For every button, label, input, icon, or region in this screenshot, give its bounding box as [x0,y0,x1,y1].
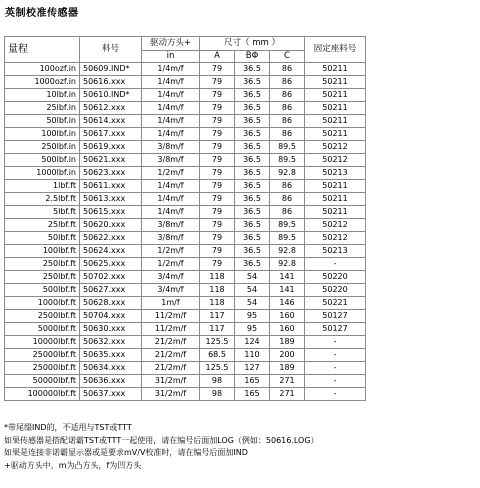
table-row [5,271,366,284]
cell-part-number: 50617.xxx [80,128,142,141]
cell-dim-a: 118 [200,297,235,310]
cell-dim-b: 36.5 [235,219,270,232]
cell-dim-b: 36.5 [235,63,270,76]
table-row [5,284,366,297]
cell-mount-part: 50211 [305,206,366,219]
table-row [5,180,366,193]
cell-dim-a: 79 [200,219,235,232]
cell-dim-a: 118 [200,284,235,297]
table-row [5,154,366,167]
cell-mount-part: - [305,349,366,362]
cell-part-number: 50620.xxx [80,219,142,232]
cell-mount-part: 50220 [305,271,366,284]
cell-part-number: 50635.xxx [80,349,142,362]
cell-drive: 1/2m/f [142,258,200,271]
cell-range: 100ozf.in [5,63,80,76]
cell-part-number: 50628.xxx [80,297,142,310]
cell-dim-c: 89.5 [270,232,305,245]
cell-range: 25000lbf.ft [5,362,80,375]
header-mount-part: 固定座料号 [305,37,366,63]
cell-part-number: 50624.xxx [80,245,142,258]
table-row [5,128,366,141]
cell-mount-part: - [305,375,366,388]
header-dim-b: BΦ [235,51,270,63]
cell-dim-a: 79 [200,167,235,180]
cell-mount-part: - [305,388,366,401]
cell-dim-b: 127 [235,362,270,375]
cell-range: 100lbf.in [5,128,80,141]
cell-mount-part: 50212 [305,141,366,154]
cell-range: 25lbf.ft [5,219,80,232]
cell-drive: 1/2m/f [142,245,200,258]
cell-dim-c: 92.8 [270,258,305,271]
cell-dim-c: 160 [270,310,305,323]
spec-table [4,36,366,401]
table-row [5,336,366,349]
cell-drive: 31/2m/f [142,375,200,388]
cell-dim-b: 36.5 [235,245,270,258]
cell-dim-b: 95 [235,310,270,323]
cell-range: 5lbf.ft [5,206,80,219]
cell-dim-c: 200 [270,349,305,362]
cell-mount-part: 50211 [305,193,366,206]
header-drive-unit: in [142,51,200,63]
cell-dim-a: 79 [200,258,235,271]
cell-mount-part: 50211 [305,128,366,141]
table-row [5,167,366,180]
cell-dim-c: 86 [270,76,305,89]
table-row [5,219,366,232]
cell-drive: 21/2m/f [142,349,200,362]
table-row [5,245,366,258]
cell-mount-part: 50213 [305,245,366,258]
cell-part-number: 50613.xxx [80,193,142,206]
cell-drive: 21/2m/f [142,336,200,349]
table-row [5,232,366,245]
cell-dim-b: 36.5 [235,232,270,245]
cell-dim-c: 189 [270,336,305,349]
cell-drive: 3/8m/f [142,154,200,167]
cell-dim-a: 118 [200,271,235,284]
table-row [5,388,366,401]
cell-part-number: 50622.xxx [80,232,142,245]
cell-part-number: 50623.xxx [80,167,142,180]
header-dimensions: 尺寸（ mm ） [200,37,305,51]
cell-part-number: 50632.xxx [80,336,142,349]
cell-dim-c: 86 [270,89,305,102]
cell-drive: 1/4m/f [142,102,200,115]
cell-part-number: 50611.xxx [80,180,142,193]
notes [4,422,319,472]
cell-part-number: 50704.xxx [80,310,142,323]
cell-dim-b: 36.5 [235,76,270,89]
cell-dim-b: 36.5 [235,258,270,271]
header-dim-a: A [200,51,235,63]
cell-mount-part: - [305,336,366,349]
cell-range: 25lbf.in [5,102,80,115]
table-row [5,297,366,310]
cell-dim-a: 79 [200,89,235,102]
cell-dim-a: 79 [200,206,235,219]
cell-drive: 3/8m/f [142,141,200,154]
cell-drive: 11/2m/f [142,310,200,323]
cell-dim-c: 271 [270,388,305,401]
cell-part-number: 50634.xxx [80,362,142,375]
cell-dim-b: 54 [235,284,270,297]
cell-dim-a: 125.5 [200,336,235,349]
note-line: 如果传感器是搭配诺霸TST或TTT一起使用，请在编号后面加LOG（例如：50616.LOG） [4,435,319,445]
cell-dim-a: 79 [200,102,235,115]
cell-range: 2500lbf.ft [5,310,80,323]
cell-part-number: 50621.xxx [80,154,142,167]
cell-mount-part: 50211 [305,102,366,115]
note-line: 如果是连接非诺霸显示器或是要求mV/V校准时，请在编号后面加IND [4,448,248,457]
spec-table-body [5,63,366,401]
header-part-number: 料号 [80,37,142,63]
cell-part-number: 50627.xxx [80,284,142,297]
cell-range: 250lbf.in [5,141,80,154]
cell-mount-part: 50127 [305,310,366,323]
cell-mount-part: - [305,258,366,271]
cell-drive: 3/4m/f [142,271,200,284]
cell-range: 250lbf.ft [5,258,80,271]
cell-part-number: 50619.xxx [80,141,142,154]
cell-dim-b: 36.5 [235,167,270,180]
cell-dim-b: 36.5 [235,193,270,206]
cell-range: 250lbf.ft [5,271,80,284]
cell-mount-part: 50211 [305,89,366,102]
cell-drive: 1m/f [142,297,200,310]
cell-range: 1000lbf.ft [5,297,80,310]
cell-dim-b: 36.5 [235,89,270,102]
table-row [5,323,366,336]
cell-dim-c: 86 [270,102,305,115]
cell-dim-a: 79 [200,63,235,76]
cell-dim-b: 36.5 [235,154,270,167]
cell-dim-c: 141 [270,284,305,297]
cell-mount-part: - [305,362,366,375]
cell-drive: 3/4m/f [142,284,200,297]
cell-drive: 1/4m/f [142,63,200,76]
cell-dim-b: 110 [235,349,270,362]
cell-dim-c: 271 [270,375,305,388]
cell-dim-b: 36.5 [235,206,270,219]
cell-dim-a: 79 [200,76,235,89]
cell-part-number: 50612.xxx [80,102,142,115]
table-row [5,102,366,115]
cell-dim-a: 98 [200,375,235,388]
cell-range: 500lbf.ft [5,284,80,297]
cell-part-number: 50636.xxx [80,375,142,388]
table-row [5,63,366,76]
cell-dim-a: 68.5 [200,349,235,362]
cell-part-number: 50615.xxx [80,206,142,219]
cell-dim-c: 86 [270,206,305,219]
cell-dim-a: 79 [200,128,235,141]
cell-range: 50lbf.ft [5,232,80,245]
cell-dim-c: 86 [270,115,305,128]
table-row [5,89,366,102]
cell-range: 10000lbf.ft [5,336,80,349]
cell-drive: 21/2m/f [142,362,200,375]
cell-drive: 1/4m/f [142,89,200,102]
cell-part-number: 50614.xxx [80,115,142,128]
cell-dim-b: 54 [235,297,270,310]
cell-dim-b: 165 [235,388,270,401]
cell-drive: 3/8m/f [142,219,200,232]
cell-dim-c: 146 [270,297,305,310]
cell-drive: 1/4m/f [142,180,200,193]
cell-dim-a: 79 [200,193,235,206]
table-row [5,115,366,128]
cell-dim-a: 117 [200,310,235,323]
cell-dim-a: 79 [200,232,235,245]
cell-range: 2.5lbf.ft [5,193,80,206]
cell-dim-b: 36.5 [235,115,270,128]
header-drive-square: 驱动方头+ [142,37,200,51]
cell-mount-part: 50220 [305,284,366,297]
cell-drive: 31/2m/f [142,388,200,401]
cell-dim-c: 89.5 [270,154,305,167]
cell-range: 1000ozf.in [5,76,80,89]
cell-dim-c: 89.5 [270,219,305,232]
cell-drive: 1/4m/f [142,206,200,219]
cell-dim-c: 86 [270,193,305,206]
table-row [5,193,366,206]
note-line: *带尾缀IND的，不适用与TST或TTT [4,423,132,432]
table-row [5,310,366,323]
cell-drive: 1/4m/f [142,193,200,206]
cell-dim-a: 79 [200,115,235,128]
cell-dim-c: 92.8 [270,245,305,258]
cell-drive: 1/2m/f [142,167,200,180]
cell-dim-a: 79 [200,141,235,154]
cell-part-number: 50637.xxx [80,388,142,401]
cell-dim-a: 79 [200,180,235,193]
table-row [5,375,366,388]
cell-dim-c: 160 [270,323,305,336]
cell-dim-b: 36.5 [235,102,270,115]
cell-dim-c: 92.8 [270,167,305,180]
page-title: 英制校准传感器 [5,8,79,19]
cell-dim-b: 36.5 [235,141,270,154]
table-row [5,258,366,271]
cell-mount-part: 50211 [305,115,366,128]
cell-part-number: 50616.xxx [80,76,142,89]
cell-dim-a: 79 [200,245,235,258]
cell-part-number: 50609.IND* [80,63,142,76]
cell-range: 50000lbf.ft [5,375,80,388]
cell-range: 5000lbf.ft [5,323,80,336]
cell-dim-c: 89.5 [270,141,305,154]
cell-mount-part: 50211 [305,63,366,76]
cell-drive: 1/4m/f [142,128,200,141]
cell-dim-b: 124 [235,336,270,349]
cell-mount-part: 50212 [305,154,366,167]
cell-dim-a: 98 [200,388,235,401]
cell-dim-b: 36.5 [235,128,270,141]
cell-dim-b: 54 [235,271,270,284]
cell-dim-b: 165 [235,375,270,388]
cell-range: 10lbf.in [5,89,80,102]
cell-dim-a: 79 [200,154,235,167]
cell-mount-part: 50127 [305,323,366,336]
cell-range: 100lbf.ft [5,245,80,258]
cell-dim-c: 86 [270,128,305,141]
cell-dim-b: 36.5 [235,180,270,193]
cell-drive: 3/8m/f [142,232,200,245]
cell-part-number: 50630.xxx [80,323,142,336]
cell-range: 50lbf.in [5,115,80,128]
table-row [5,349,366,362]
table-row [5,141,366,154]
cell-part-number: 50625.xxx [80,258,142,271]
cell-mount-part: 50213 [305,167,366,180]
cell-range: 1000lbf.in [5,167,80,180]
cell-range: 100000lbf.ft [5,388,80,401]
cell-range: 500lbf.in [5,154,80,167]
cell-dim-c: 141 [270,271,305,284]
cell-range: 25000lbf.ft [5,349,80,362]
cell-mount-part: 50212 [305,219,366,232]
cell-mount-part: 50211 [305,180,366,193]
cell-drive: 11/2m/f [142,323,200,336]
cell-mount-part: 50211 [305,76,366,89]
cell-dim-a: 117 [200,323,235,336]
cell-part-number: 50702.xxx [80,271,142,284]
table-row [5,206,366,219]
table-row [5,362,366,375]
cell-mount-part: 50212 [305,232,366,245]
header-dim-c: C [270,51,305,63]
cell-mount-part: 50221 [305,297,366,310]
cell-dim-c: 86 [270,180,305,193]
cell-drive: 1/4m/f [142,76,200,89]
cell-dim-b: 95 [235,323,270,336]
header-range: 量程 [5,37,80,63]
note-line: +驱动方头中，m为凸方头，f为凹方头 [4,460,142,470]
table-row [5,76,366,89]
cell-part-number: 50610.IND* [80,89,142,102]
cell-dim-c: 86 [270,63,305,76]
cell-dim-c: 189 [270,362,305,375]
cell-dim-a: 125.5 [200,362,235,375]
cell-drive: 1/4m/f [142,115,200,128]
cell-range: 1lbf.ft [5,180,80,193]
